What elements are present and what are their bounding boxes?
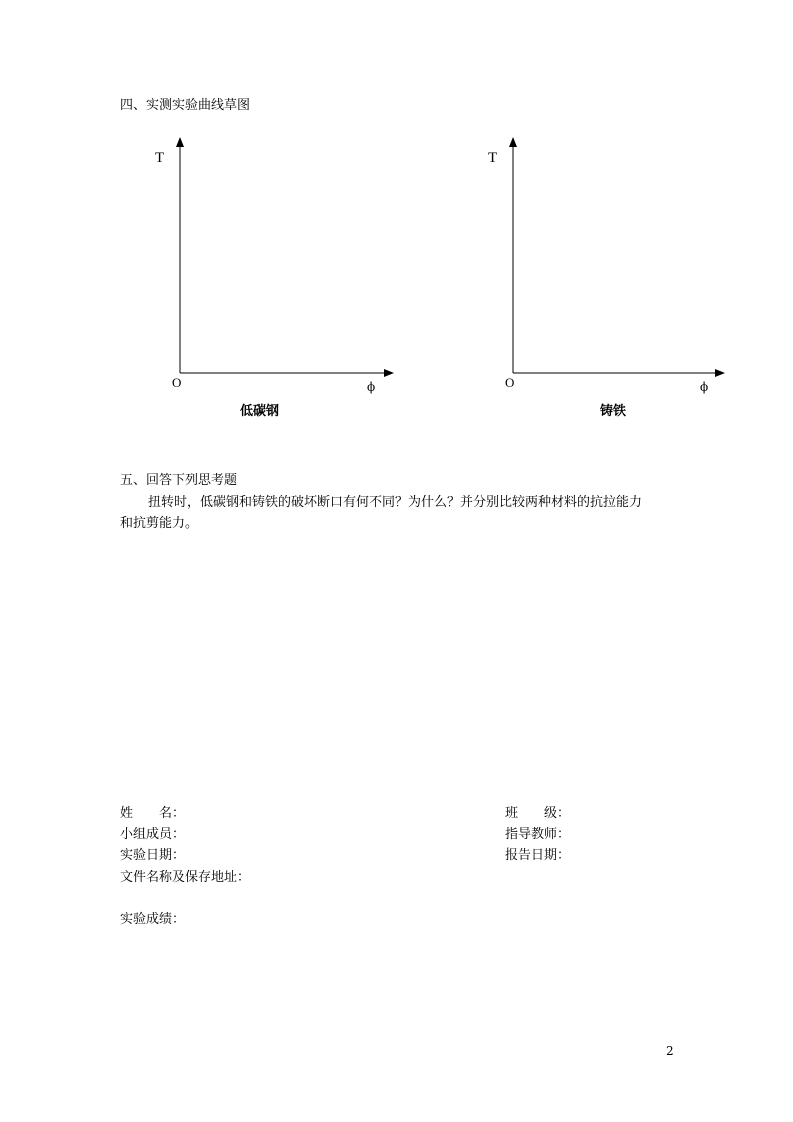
axes-frame xyxy=(503,135,733,380)
group-members-label: 小组成员： xyxy=(120,827,186,842)
experiment-date-label: 实验日期： xyxy=(120,848,186,863)
x-axis-label: ϕ xyxy=(700,380,709,394)
question-text-line-1: 扭转时，低碳钢和铸铁的破坏断口有何不同？为什么？并分别比较两种材料的抗拉能力 xyxy=(148,495,643,510)
y-axis-label: T xyxy=(155,150,165,166)
x-axis-label: ϕ xyxy=(367,380,376,394)
origin-label: O xyxy=(172,375,182,390)
question-text-line-2: 和抗剪能力。 xyxy=(120,516,199,531)
name-field-label: 姓 名： xyxy=(120,806,186,821)
chart-caption: 低碳钢 xyxy=(240,404,280,419)
page-number: 2 xyxy=(666,1044,674,1058)
section-5-heading: 五、回答下列思考题 xyxy=(120,473,238,488)
grade-label: 实验成绩： xyxy=(120,912,186,927)
chart-caption: 铸铁 xyxy=(600,404,627,419)
report-date-label: 报告日期： xyxy=(505,848,571,863)
origin-label: O xyxy=(505,375,515,390)
class-field-label: 班 级： xyxy=(505,806,571,821)
axes-frame xyxy=(170,135,400,380)
y-axis-label: T xyxy=(488,150,498,166)
section-4-heading: 四、实测实验曲线草图 xyxy=(120,98,251,113)
advisor-label: 指导教师： xyxy=(505,827,571,842)
file-location-label: 文件名称及保存地址： xyxy=(120,870,251,885)
